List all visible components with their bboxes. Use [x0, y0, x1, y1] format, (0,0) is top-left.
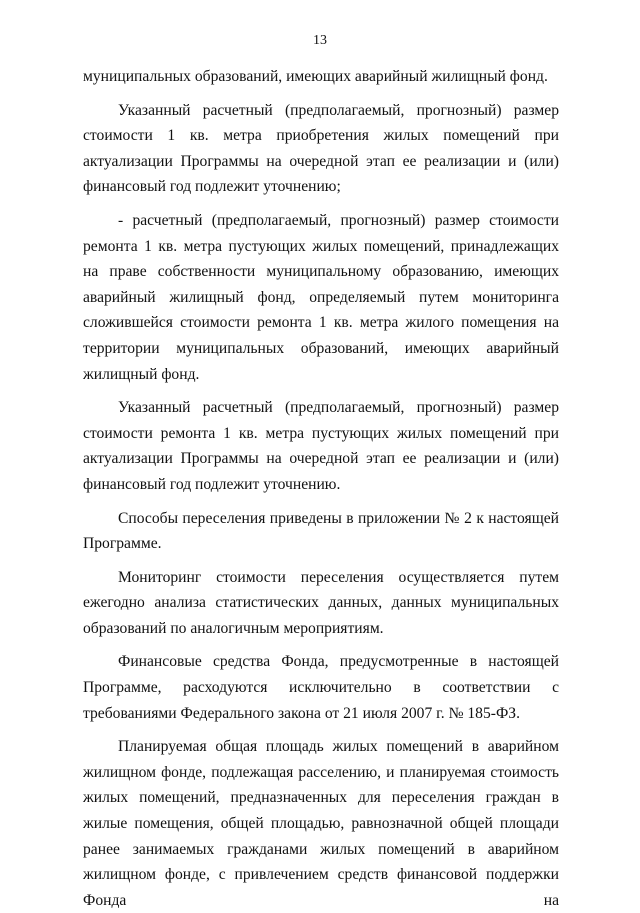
- paragraph: Указанный расчетный (предполагаемый, прогнозный) размер стоимости 1 кв. метра приобретения жилых помещений при актуализации Программы на очередной этап ее реализации и (или) финансовый год подлежит уточнению;: [83, 101, 559, 196]
- paragraph: Мониторинг стоимости переселения осуществляется путем ежегодно анализа статистических данных, данных муниципальных образований по аналогичным мероприятиям.: [83, 568, 559, 637]
- paragraph: Указанный расчетный (предполагаемый, прогнозный) размер стоимости ремонта 1 кв. метра пустующих жилых помещений при актуализации Программы на очередной этап ее реализации и (или) финансовый год подлежит уточнению.: [83, 399, 559, 493]
- document-body: [83, 64, 559, 913]
- paragraph: - расчетный (предполагаемый, прогнозный) размер стоимости ремонта 1 кв. метра пустующих жилых помещений, принадлежащих на праве собственности муниципальному образованию, имеющих аварийный жилищный фонд, определяемый путем мониторинга сложившейся стоимости ремонта 1 кв. метра жилого помещения на территории муниципальных образований, имеющих аварийный жилищный фонд.: [83, 211, 559, 383]
- paragraph-continuation: муниципальных образований, имеющих аварийный жилищный фонд.: [83, 68, 548, 85]
- paragraph: Способы переселения приведены в приложении № 2 к настоящей Программе.: [83, 509, 559, 553]
- paragraph: Планируемая общая площадь жилых помещений в аварийном жилищном фонде, подлежащая расселению, и планируемая стоимость жилых помещений, предназначенных для переселения граждан в жилые помещения, общей площадью, равнозначной общей площади ранее занимаемых гражданами жилых помещений в аварийном жилищном фонде, с привлечением средств финансовой поддержки Фонда на: [83, 738, 559, 909]
- paragraph: Финансовые средства Фонда, предусмотренные в настоящей Программе, расходуются исключительно в соответствии с требованиями Федерального закона от 21 июля 2007 г. № 185-ФЗ.: [83, 653, 559, 722]
- page-number: 13: [313, 33, 327, 48]
